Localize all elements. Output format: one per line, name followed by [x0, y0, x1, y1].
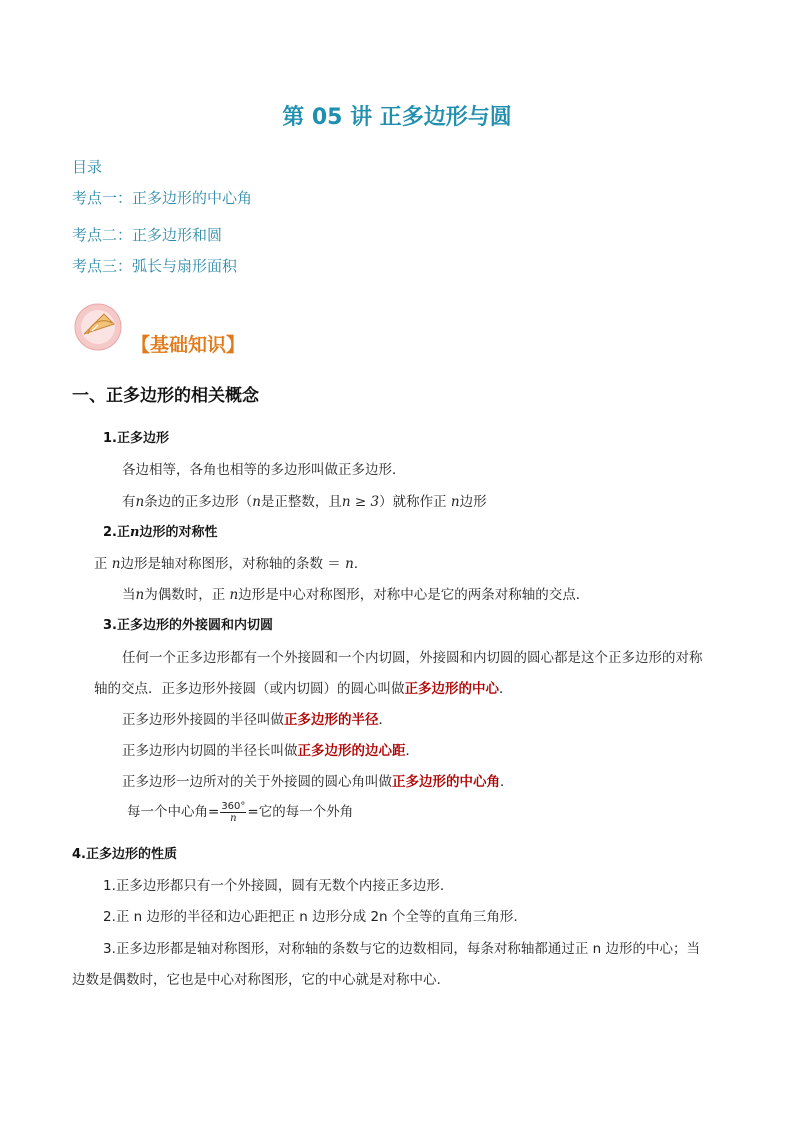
- circle-line-3: 正多边形外接圆的半径叫做正多边形的半径．: [122, 712, 392, 728]
- circle-line-2: 轴的交点．正多边形外接圆（或内切圆）的圆心叫做正多边形的中心．: [94, 681, 513, 697]
- section-heading: 一、正多边形的相关概念: [72, 386, 259, 406]
- protractor-badge-icon: [74, 303, 126, 351]
- toc-item-3[interactable]: 考点三：弧长与扇形面积: [72, 257, 238, 275]
- symmetry-line-2: 当n为偶数时，正 n边形是中心对称图形，对称中心是它的两条对称轴的交点．: [122, 587, 590, 603]
- toc-item-2[interactable]: 考点二：正多边形和圆: [72, 226, 223, 244]
- circle-line-5: 正多边形一边所对的关于外接圆的圆心角叫做正多边形的中心角．: [122, 774, 514, 790]
- subsection-heading-3: 3.正多边形的外接圆和内切圆: [103, 618, 273, 633]
- page-title: 第 05 讲 正多边形与圆: [282, 105, 512, 130]
- subsection-heading-1: 1.正多边形: [103, 431, 169, 446]
- subsection-heading-4: 4.正多边形的性质: [72, 847, 177, 862]
- circle-line-4: 正多边形内切圆的半径长叫做正多边形的边心距．: [122, 743, 419, 759]
- definition-line-n: 有n条边的正多边形（n是正整数，且n ≥ 3）就称作正 n边形: [122, 494, 487, 510]
- property-line-4: 边数是偶数时，它也是中心对称图形，它的中心就是对称中心.: [72, 972, 441, 988]
- circle-line-1: 任何一个正多边形都有一个外接圆和一个内切圆，外接圆和内切圆的圆心都是这个正多边形的对称: [122, 650, 703, 666]
- central-angle-formula: 每一个中心角= $\frac{360^\circ}{n}$ =它的每一个外角: [127, 800, 354, 824]
- section-banner-label: 【基础知识】: [131, 334, 246, 356]
- symmetry-line-1: 正 n边形是轴对称图形，对称轴的条数 ＝ n.: [94, 556, 359, 572]
- fraction: $\frac{360^\circ}{n}$: [221, 800, 246, 824]
- toc-item-1[interactable]: 考点一：正多边形的中心角: [72, 189, 253, 207]
- definition-line: 各边相等，各角也相等的多边形叫做正多边形．: [122, 462, 406, 478]
- toc-heading: 目录: [72, 158, 103, 176]
- property-line-3: 3.正多边形都是轴对称图形，对称轴的条数与它的边数相同，每条对称轴都通过正 n 边形的中心；当: [103, 941, 701, 957]
- property-line-2: 2.正 n 边形的半径和边心距把正 n 边形分成 2n 个全等的直角三角形.: [103, 909, 518, 925]
- subsection-heading-2: 2.正n边形的对称性: [103, 525, 218, 540]
- property-line-1: 1.正多边形都只有一个外接圆，圆有无数个内接正多边形.: [103, 878, 445, 894]
